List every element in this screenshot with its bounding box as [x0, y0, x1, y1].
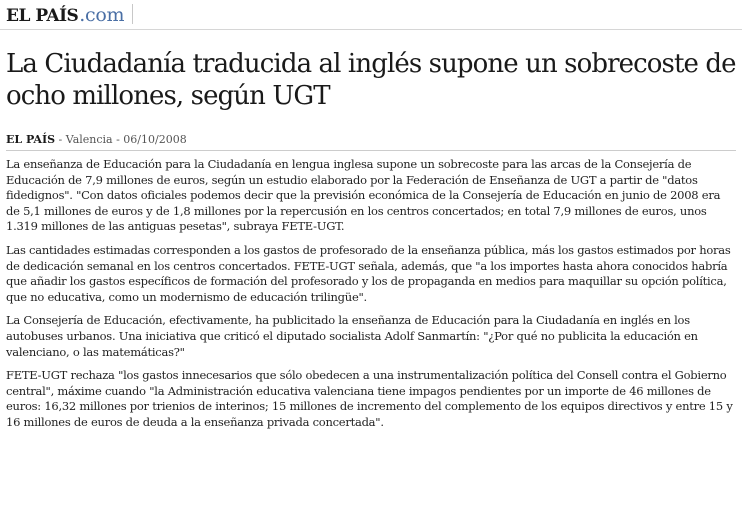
logo-wordmark: EL PAÍS: [6, 6, 79, 26]
paragraph: Las cantidades estimadas corresponden a los gastos de profesorado de la enseñanza pública, más los gastos estimados por horas de dedicación semanal en los centros concertados. FETE-UGT señala, además, que "a los importes hasta ahora conocidos habría que añadir los gastos específicos de formación del profesorado y los de propaganda en medios para maquillar su opción política, que no educativa, como un modernismo de educación trilingüe".: [6, 242, 731, 304]
paragraph: La Consejería de Educación, efectivamente, ha publicitado la enseñanza de Educación para la Ciudadanía en inglés en los autobuses urbanos. Una iniciativa que criticó el diputado socialista Adolf Sanmartín: "¿Por qué no publicita la educación en valenciano, o las matemáticas?": [6, 313, 698, 359]
byline-rule: [6, 150, 736, 151]
article-byline: [6, 133, 187, 146]
logo-domain: .com: [79, 4, 125, 26]
article-body: [6, 157, 736, 439]
header-rule: [0, 29, 742, 30]
article-headline: La Ciudadanía traducida al inglés supone un sobrecoste de ocho millones, según UGT: [6, 49, 736, 111]
paragraph: FETE-UGT rechaza "los gastos innecesarios que sólo obedecen a una instrumentalización política del Consell contra el Gobierno central", máxime cuando "la Administración educativa valenciana tiene impagos pendientes por un importe de 46 millones de euros: 16,32 millones por trienios de interinos; 15 millones de incremento del complemento de los equipos directivos y entre 15 y 16 millones de euros de deuda a la enseñanza privada concertada".: [6, 368, 733, 429]
byline-location-date: - Valencia - 06/10/2008: [55, 133, 187, 146]
site-logo[interactable]: [6, 4, 124, 26]
byline-paper: EL PAÍS: [6, 133, 56, 146]
masthead-divider: [132, 4, 133, 24]
paragraph: La enseñanza de Educación para la Ciudadanía en lengua inglesa supone un sobrecoste para las arcas de la Consejería de Educación de 7,9 millones de euros, según un estudio elaborado por la Federación de Enseñanza de UGT a partir de "datos fidedignos". "Con datos oficiales podemos decir que la previsión económica de la Consejería de Educación en junio de 2008 era de 5,1 millones de euros y de 1,8 millones por la repercusión en los centros concertados; en total 7,9 millones de euros, unos 1.319 millones de las antiguas pesetas", subraya FETE-UGT.: [6, 157, 721, 234]
